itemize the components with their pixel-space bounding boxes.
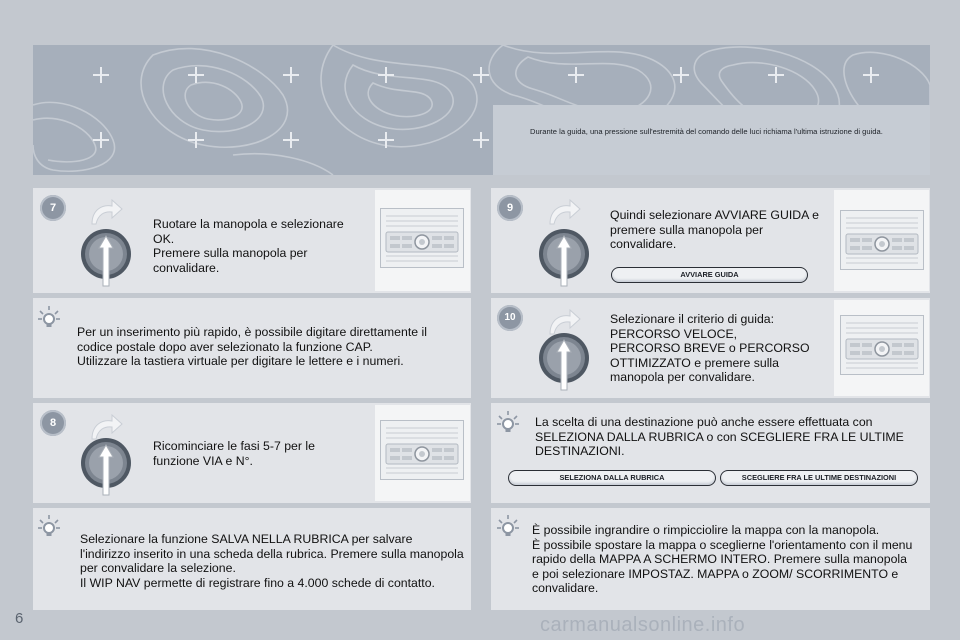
radio-unit-icon: [380, 420, 464, 480]
step-7-text: Ruotare la manopola e selezionare OK. Premere sulla manopola per convalidare.: [153, 217, 344, 275]
step-8-badge: 8: [40, 410, 66, 436]
rotary-knob-icon: [80, 433, 132, 499]
rotary-knob-icon: [538, 224, 590, 290]
topographic-map-icon: [33, 45, 930, 175]
scegliere-ultime-destinazioni-button[interactable]: SCEGLIERE FRA LE ULTIME DESTINAZIONI: [720, 470, 918, 486]
step-9-badge: 9: [497, 195, 523, 221]
tip-postcode-text: Per un inserimento più rapido, è possibile digitare direttamente il codice postale dopo aver selezionato la funzione CAP. Utilizzare la tastiera virtuale per digitare le lettere e i numeri.: [77, 325, 427, 368]
map-banner: [33, 45, 930, 175]
rotate-arrow-icon: [546, 198, 582, 226]
step-9-text: Quindi selezionare AVVIARE GUIDA e premere sulla manopola per convalidare.: [610, 208, 819, 251]
seleziona-dalla-rubrica-button[interactable]: SELEZIONA DALLA RUBRICA: [508, 470, 716, 486]
rotary-knob-icon: [80, 224, 132, 290]
radio-unit-icon: [840, 315, 924, 375]
lightbulb-icon: [496, 514, 520, 538]
tip-destination-text: La scelta di una destinazione può anche essere effettuata con SELEZIONA DALLA RUBRICA o con SCEGLIERE FRA LE ULTIME DESTINAZIONI.: [535, 415, 904, 458]
lightbulb-icon: [37, 514, 61, 538]
lightbulb-icon: [496, 410, 520, 434]
rotary-knob-icon: [538, 328, 590, 394]
rotate-arrow-icon: [88, 198, 124, 226]
step-10-badge: 10: [497, 305, 523, 331]
avviare-guida-button[interactable]: AVVIARE GUIDA: [611, 267, 808, 283]
lightbulb-icon: [37, 305, 61, 329]
radio-unit-icon: [840, 210, 924, 270]
tip-save-text: Selezionare la funzione SALVA NELLA RUBRICA per salvare l'indirizzo inserito in una scheda della rubrica. Premere sulla manopola per convalidare la selezione. Il WIP NAV permette di registrare fino a 4.000 schede di contatto.: [80, 532, 464, 590]
page-number: 6: [15, 610, 24, 627]
banner-note: Durante la guida, una pressione sull'estremità del comando delle luci richiama l'ultima istruzione di guida.: [530, 127, 883, 136]
tip-map-text: È possibile ingrandire o rimpicciolire la mappa con la manopola. È possibile spostare la mappa o sceglierne l'orientamento con il menu rapido della MAPPA A SCHERMO INTERO. Premere sulla manopola e poi selezionare IMPOSTAZ. MAPPA o ZOOM/ SCORRIMENTO e convalidare.: [532, 523, 913, 595]
step-10-text: Selezionare il criterio di guida: PERCORSO VELOCE, PERCORSO BREVE o PERCORSO OTTIMIZZATO e premere sulla manopola per convalidare.: [610, 312, 810, 384]
watermark: carmanualsonline.info: [540, 614, 746, 636]
step-7-badge: 7: [40, 195, 66, 221]
radio-unit-icon: [380, 208, 464, 268]
step-8-text: Ricominciare le fasi 5-7 per le funzione VIA e N°.: [153, 439, 315, 468]
